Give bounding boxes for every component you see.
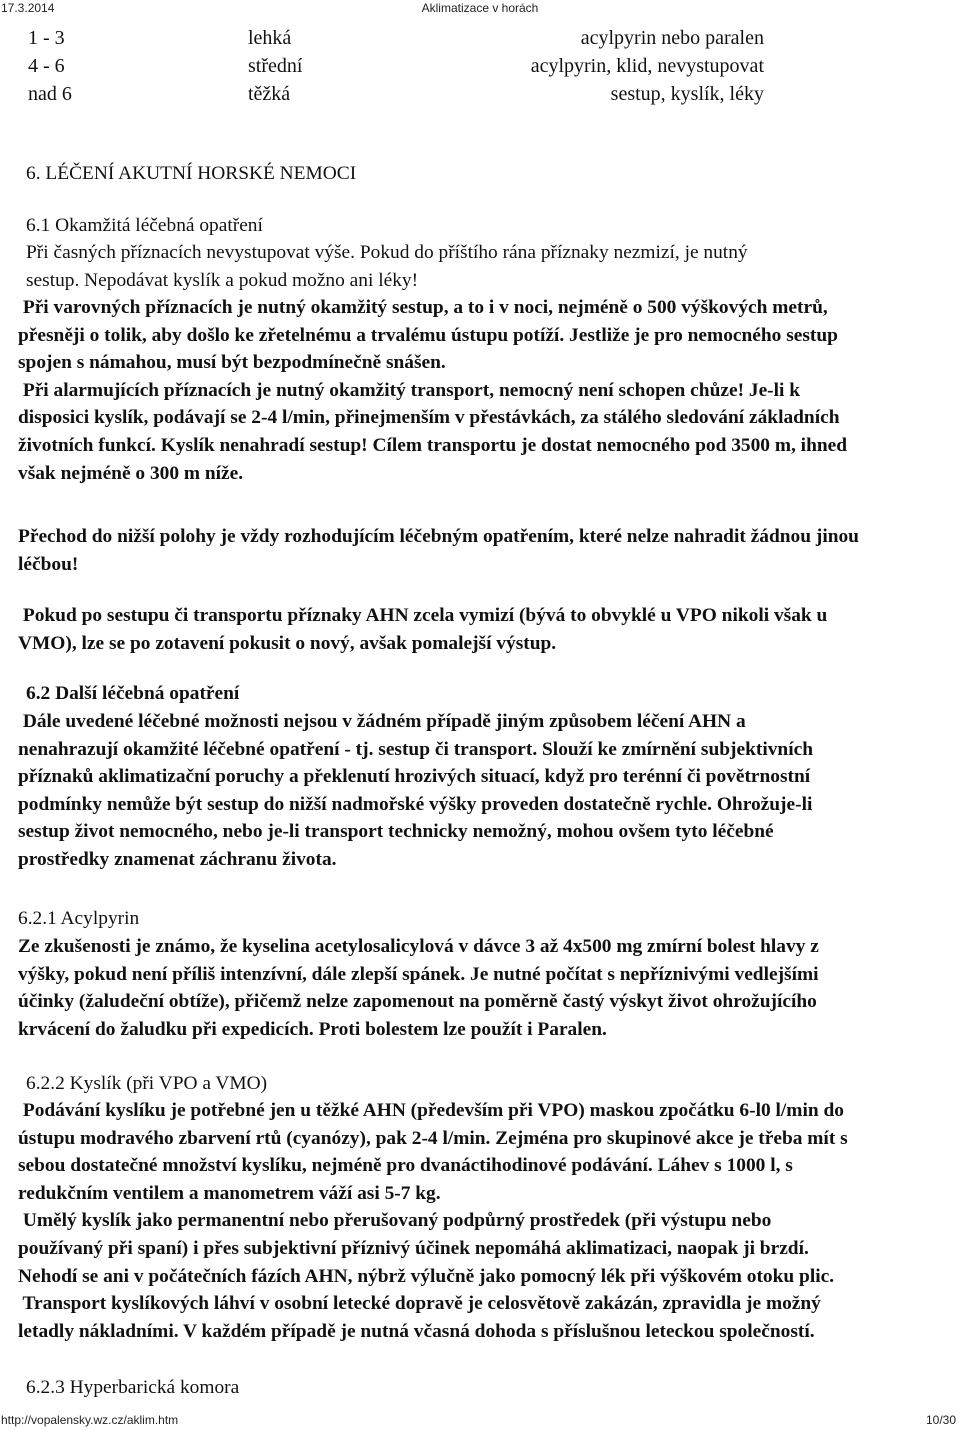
paragraph-acylpyrin [18, 933, 948, 1043]
text-line: Při alarmujících příznacích je nutný okamžitý transport, nemocný není schopen chůze! Je-li k [18, 379, 801, 401]
section-heading [26, 160, 956, 188]
text-line: Přechod do nižší polohy je vždy rozhodujícím léčebným opatřením, které nelze nahradit žádnou jinou [18, 526, 859, 547]
text-line: disposici kyslík, podávají se 2-4 l/min, přinejmenším v přestávkách, za stálého sledování základních [18, 407, 840, 429]
text-line: životních funkcí. Kyslík nenahradí sestup! Cílem transportu je dostat nemocného pod 3500 m, ihned [18, 434, 848, 456]
text-line: Umělý kyslík jako permanentní nebo přerušovaný podpůrný prostředek (při výstupu nebo [18, 1210, 772, 1232]
text-line: výšky, pokud není příliš intenzívní, dále zlepší spánek. Je nutné počítat s nepříznivými vedlejšími [18, 963, 819, 985]
text-line: Podávání kyslíku je potřebné jen u těžké AHN (především při VPO) maskou zpočátku 6-l0 l/min do [18, 1100, 844, 1121]
severity-cell: lehká [248, 27, 292, 49]
treatment-cell: sestup, kyslík, léky [610, 83, 764, 105]
text-line: sestup. Nepodávat kyslík a pokud možno ani léky! [26, 269, 419, 291]
page-number: 10/30 [925, 1413, 956, 1427]
severity-cell: střední [248, 55, 303, 77]
subsection-6-2-1 [18, 905, 948, 933]
page-title: Aklimatizace v horách [421, 1, 539, 15]
text-line: VMO), lze se po zotavení pokusit o nový, avšak pomalejší výstup. [18, 632, 557, 654]
text-line: účinky (žaludeční obtíže), přičemž nelze zapomenout na poměrně častý výskyt život ohrožujícího [18, 991, 817, 1013]
paragraph-oxygen [18, 1097, 948, 1345]
text-line: Dále uvedené léčebné možnosti nejsou v žádném případě jiným způsobem léčení AHN a [18, 711, 746, 732]
text-line: Transport kyslíkových láhví v osobní letecké dopravě je celosvětově zakázán, zpravidla je možný [18, 1293, 821, 1315]
text-line: příznaků aklimatizační poruchy a překlenutí hrozivých situací, když pro terénní či povětrnostní [18, 766, 811, 788]
heading-text: 6. LÉČENÍ AKUTNÍ HORSKÉ NEMOCI [26, 163, 357, 184]
print-date: 17.3.2014 [1, 1, 55, 15]
subsection-title: 6.1 Okamžitá léčebná opatření [26, 215, 263, 236]
subsection-title: 6.2.2 Kyslík (při VPO a VMO) [26, 1073, 268, 1094]
text-line: podmínky nemůže být sestup do nižší nadmořské výšky proveden dostatečně rychle. Ohrožuje-li [18, 793, 813, 815]
score-cell: 1 - 3 [28, 27, 65, 49]
browser-print-header [0, 0, 960, 16]
subsection-6-2-3 [26, 1374, 956, 1402]
page-url: http://vopalensky.wz.cz/aklim.htm [1, 1413, 179, 1427]
paragraph-early-symptoms [26, 239, 956, 294]
text-line: redukčním ventilem a manometrem váží asi 5-7 kg. [18, 1182, 441, 1204]
subsection-title: 6.2 Další léčebná opatření [26, 683, 240, 704]
text-line: nenahrazují okamžité léčebné opatření - tj. sestup či transport. Slouží ke zmírnění subjektivních [18, 738, 813, 760]
treatment-cell: acylpyrin nebo paralen [580, 27, 764, 49]
paragraph-warning-alarm [18, 294, 948, 487]
text-line: Při časných příznacích nevystupovat výše. Pokud do příštího rána příznaky nezmizí, je nutný [26, 242, 748, 263]
severity-cell: těžká [248, 83, 291, 105]
paragraph-recovery [18, 602, 948, 657]
subsection-6-2-2 [26, 1070, 956, 1098]
paragraph-other-measures [18, 708, 948, 874]
text-line: léčbou! [18, 553, 79, 575]
text-line: Při varovných příznacích je nutný okamžitý sestup, a to i v noci, nejméně o 500 výškových metrů, [18, 297, 828, 318]
text-line: používaný při spaní) i přes subjektivní příznivý účinek nepomáhá aklimatizaci, naopak ji brzdí. [18, 1237, 809, 1259]
browser-print-footer [0, 1412, 960, 1430]
text-line: prostředky znamenat záchranu života. [18, 848, 337, 870]
treatment-cell: acylpyrin, klid, nevystupovat [530, 55, 764, 77]
text-line: Ze zkušenosti je známo, že kyselina acetylosalicylová v dávce 3 až 4x500 mg zmírní bolest hlavy z [18, 936, 819, 957]
text-line: sestup život nemocného, nebo je-li transport technicky nemožný, mohou ovšem tyto léčebné [18, 821, 774, 843]
subsection-6-2 [26, 680, 956, 708]
text-line: Pokud po sestupu či transportu příznaky AHN zcela vymizí (bývá to obvyklé u VPO nikoli však u [18, 605, 828, 626]
text-line: však nejméně o 300 m níže. [18, 462, 244, 484]
text-line: letadly nákladními. V každém případě je nutná včasná dohoda s příslušnou leteckou společností. [18, 1320, 815, 1342]
subsection-title: 6.2.1 Acylpyrin [18, 908, 140, 929]
text-line: ústupu modravého zbarvení rtů (cyanózy), pak 2-4 l/min. Zejména pro skupinové akce je třeba mít s [18, 1127, 848, 1149]
subsection-6-1 [26, 212, 956, 240]
score-cell: 4 - 6 [28, 55, 65, 77]
text-line: sebou dostatečné množství kyslíku, nejméně pro dvanáctihodinové podávání. Láhev s 1000 l, s [18, 1155, 793, 1177]
score-cell: nad 6 [28, 83, 72, 105]
text-line: krvácení do žaludku při expedicích. Proti bolestem lze použít i Paralen. [18, 1018, 607, 1040]
text-line: spojen s námahou, musí být bezpodmínečně snášen. [18, 352, 446, 374]
paragraph-descent [18, 523, 948, 578]
subsection-title: 6.2.3 Hyperbarická komora [26, 1377, 240, 1398]
text-line: přesněji o tolik, aby došlo ke zřetelnému a trvalému ústupu potíží. Jestliže je pro nemocného sestup [18, 324, 838, 346]
text-line: Nehodí se ani v počátečních fázích AHN, nýbrž výlučně jako pomocný lék při výškovém otoku plic. [18, 1265, 835, 1287]
